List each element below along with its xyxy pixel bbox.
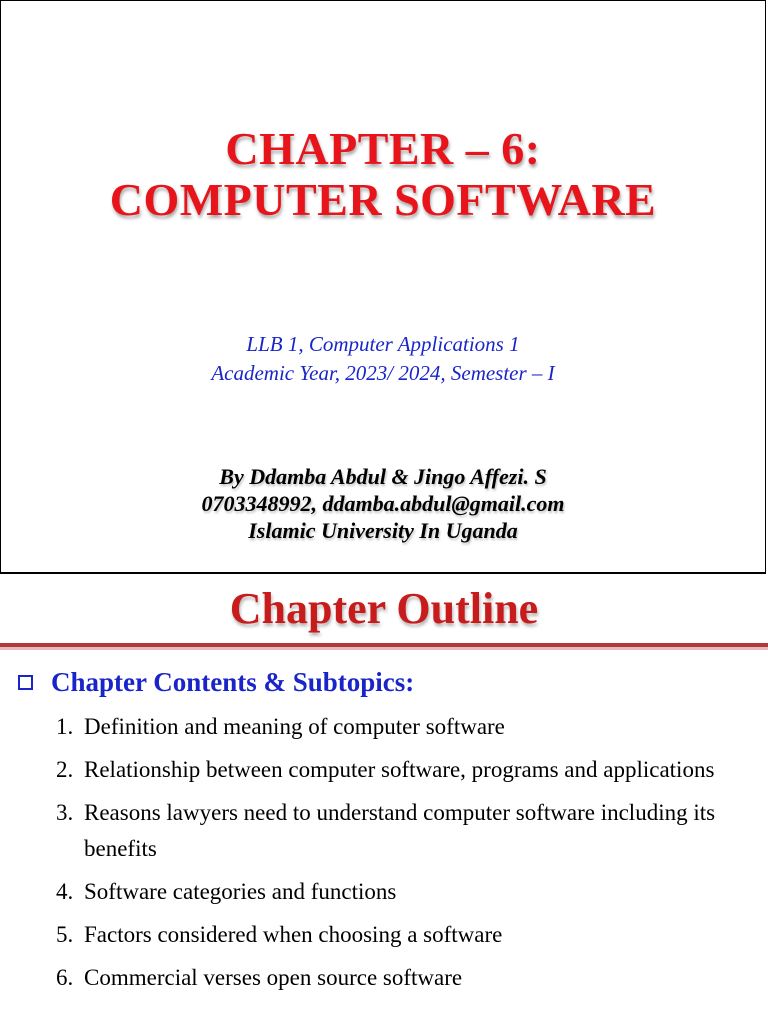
list-item-text: Software categories and functions — [84, 879, 397, 904]
list-item-number: 6. — [56, 965, 74, 990]
outline-slide — [0, 575, 768, 1024]
list-item-number: 1. — [56, 714, 74, 739]
contents-heading — [18, 665, 414, 699]
course-name: LLB 1, Computer Applications 1 — [246, 332, 520, 356]
list-item — [56, 709, 756, 745]
institution: Islamic University In Uganda — [248, 518, 518, 543]
academic-year: Academic Year, 2023/ 2024, Semester – I — [211, 361, 555, 385]
list-item-number: 2. — [56, 757, 74, 782]
list-item-number: 4. — [56, 879, 74, 904]
list-item — [56, 874, 756, 910]
checkbox-bullet-icon — [18, 675, 33, 690]
outline-list — [56, 709, 756, 1003]
list-item-text: Relationship between computer software, programs and applications — [84, 757, 715, 782]
chapter-name-title: COMPUTER SOFTWARE — [109, 174, 657, 225]
title-divider — [0, 643, 768, 650]
list-item-text: Commercial verses open source software — [84, 965, 463, 990]
list-item-number: 5. — [56, 922, 74, 947]
list-item-text: Reasons lawyers need to understand computer software including its benefits — [84, 800, 716, 861]
contents-heading-label: Chapter Contents & Subtopics: — [51, 667, 415, 697]
authors: By Ddamba Abdul & Jingo Affezi. S — [219, 464, 547, 489]
chapter-number-title: CHAPTER – 6: — [225, 123, 541, 174]
list-item-text: Factors considered when choosing a software — [84, 922, 503, 947]
list-item-number: 3. — [56, 800, 74, 825]
list-item — [56, 752, 756, 788]
list-item — [56, 795, 756, 867]
list-item — [56, 960, 756, 996]
list-item — [56, 917, 756, 953]
outline-title: Chapter Outline — [229, 584, 539, 633]
list-item-text: Definition and meaning of computer software — [84, 714, 505, 739]
author-contact: 0703348992, ddamba.abdul@gmail.com — [201, 491, 565, 516]
